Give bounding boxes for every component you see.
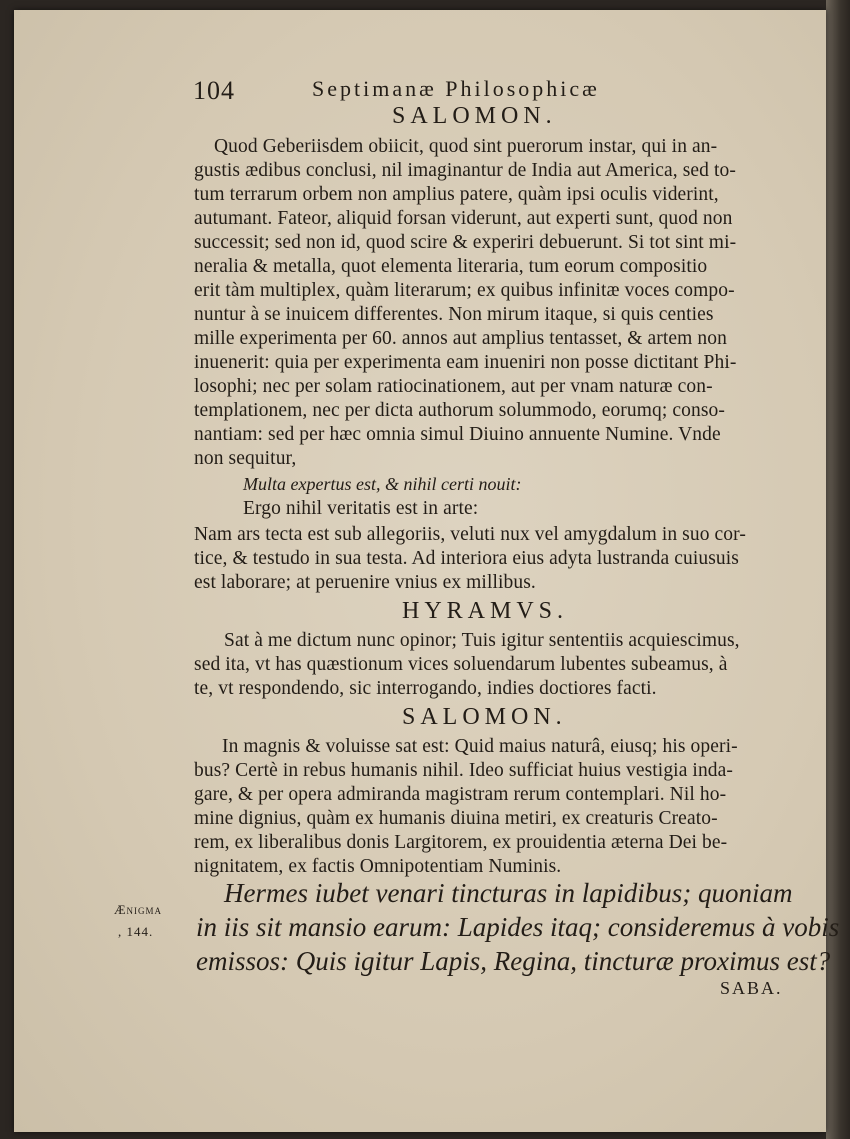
text-line: tum terrarum orbem non amplius patere, quàm ipsi oculis viderint, (194, 184, 719, 205)
text-line: rem, ex liberalibus donis Largitorem, ex prouidentia æterna Dei be- (194, 832, 728, 853)
text-line: nuntur à se inuicem differentes. Non mirum itaque, si quis centies (194, 304, 714, 325)
margin-note-label: Ænigma (114, 902, 163, 917)
text-line: tice, & testudo in sua testa. Ad interiora eius adyta lustranda cuiusuis (194, 548, 739, 569)
text-line: neralia & metalla, quot elementa literaria, tum eorum compositio (194, 256, 708, 277)
text-line: autumant. Fateor, aliquid forsan viderunt, aut experti sunt, quod non (194, 208, 733, 229)
text-line: erit tàm multiplex, quàm literarum; ex quibus infinitæ voces compo- (194, 280, 735, 301)
speaker-heading-salomon-2: SALOMON. (402, 704, 567, 730)
speaker-heading-salomon-1: SALOMON. (392, 103, 557, 129)
text-line: te, vt respondendo, sic interrogando, indies doctiores facti. (194, 678, 657, 699)
text-line: templationem, nec per dicta authorum solummodo, eorumq; conso- (194, 400, 725, 421)
running-head: Septimanæ Philosophicæ (312, 76, 600, 101)
page-number: 104 (193, 76, 235, 105)
enigma-line: Hermes iubet venari tincturas in lapidibus; quoniam (224, 878, 793, 908)
verse-line: Ergo nihil veritatis est in arte: (243, 498, 479, 519)
margin-note-number: , 144. (118, 924, 154, 939)
enigma-line: emissos: Quis igitur Lapis, Regina, tincturæ proximus est? (196, 946, 831, 976)
text-line: sed ita, vt has quæstionum vices soluendarum lubentes subeamus, à (194, 654, 728, 675)
catchword: SABA. (720, 978, 783, 998)
text-line: inuenerit: quia per experimenta eam inueniri non posse dictitant Phi- (194, 352, 737, 373)
text-line: Sat à me dictum nunc opinor; Tuis igitur sententiis acquiescimus, (224, 630, 740, 651)
text-line: gustis ædibus conclusi, nil imaginantur de India aut America, sed to- (194, 160, 736, 181)
text-line: Nam ars tecta est sub allegoriis, veluti nux vel amygdalum in suo cor- (194, 524, 746, 545)
text-line: est laborare; at peruenire vnius ex millibus. (194, 572, 536, 593)
text-line: gare, & per opera admiranda magistram rerum contemplari. Nil ho- (194, 784, 727, 805)
text-line: nantiam: sed per hæc omnia simul Diuino annuente Numine. Vnde (194, 424, 721, 445)
text-line: non sequitur, (194, 448, 297, 469)
verse-line: Multa expertus est, & nihil certi nouit: (243, 474, 522, 494)
text-line: successit; sed non id, quod scire & experiri debuerunt. Si tot sint mi- (194, 232, 737, 253)
text-line: mine dignius, quàm ex humanis diuina metiri, ex creaturis Creato- (194, 808, 718, 829)
speaker-heading-hyramus: HYRAMVS. (402, 598, 569, 624)
text-line: nignitatem, ex factis Omnipotentiam Numinis. (194, 856, 562, 877)
text-line: losophi; nec per solam ratiocinationem, aut per vnam naturæ con- (194, 376, 713, 397)
text-line: mille experimenta per 60. annos aut amplius tentasset, & artem non (194, 328, 727, 349)
enigma-line: in iis sit mansio earum: Lapides itaq; consideremus à vobis (196, 912, 840, 942)
text-line: bus? Certè in rebus humanis nihil. Ideo sufficiat huius vestigia inda- (194, 760, 733, 781)
text-line: In magnis & voluisse sat est: Quid maius naturâ, eiusq; his operi- (222, 736, 738, 757)
text-line: Quod Geberiisdem obiicit, quod sint puerorum instar, qui in an- (214, 136, 718, 157)
